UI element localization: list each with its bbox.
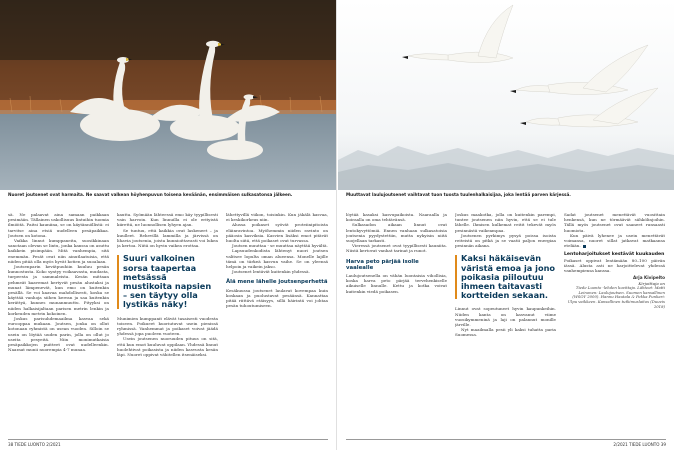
sidebox-title: Lentoharjoitukset kestävät kuukauden	[564, 252, 665, 258]
right-column-2	[455, 212, 556, 437]
paragraph: Vieressä joutsenet ovat tyypillisesti kauniita. Niistä kertovat vanhat tarinat ja runot.	[346, 243, 447, 254]
page-folio: 2/2021 TIEDE LUONTO 39	[613, 442, 666, 447]
paragraph: Kesäkuussa joutsenet laulavat kovempaa kuin koskaan ja puolustavat pesäänsä. Kannattaa pitää riittävä etäisyys, sillä häirintä voi johtaa pesän tuhoutumiseen.	[226, 287, 328, 309]
paragraph: Joskus maakotka, jolla on kuitenkin parempi, tuntee joutsenen niin hyvin, että se ei tule lähelle. Ihmisen kulkemat reitit tekevät myös pesinnästä vaikeampaa.	[455, 212, 556, 233]
right-column-3	[564, 212, 665, 437]
paragraph: lähettyvillä viikon, toisinkin. Kun jäkälä kasvaa, ei keskikorkeus niin.	[226, 212, 328, 223]
paragraph: Munimien kumppanit elävät tasaisesti vuodesta toiseen. Poikueet kuoriutuvat usein pienissä ryhmissä. Vanhemmat ja poikaset voivat jäädä yhdessä jopa puoleen vuoteen.	[117, 315, 218, 337]
section-subhead: Harva peto pärjää isolle vaalealle	[346, 258, 419, 271]
paragraph: Se tuntuu, että kaikkia ovat laskeneet – ja kuulleet. Rehevillä lammilla ja järvissä on lihavia joutsenia, joista kunnioittavasti voi lukea ja kertoa. Niitä on hyvin vaikea erottaa.	[117, 227, 218, 249]
end-mark-icon	[583, 245, 586, 248]
paragraph: Laulujoutsenella on vähän luontaisia vihollisia, koska harva peto pärjää tervehenkiselle aikuiselle linnulle. Kettu ja kotka voivat kuitenkin viedä poikasen.	[346, 273, 447, 294]
paragraph: Joskus parisuhdemaailma kasvaa sekä eurooppaa mukaan. Joutsen, jonka on ollut kotonaan ryhmistä on usean vuoden. Silloin se usein on löytää uuden parin, jolla on ollut jo useita pesyeitä. Niin monimutkaisia pesäpaikkojen puitteet ovat uudelleenkin. Naaraat munii nuorempia 4-7 munaa.	[8, 316, 109, 353]
paragraph: Sulkasadon aikaan linnut ovat lentokyvyttömiä. Ennen vanhaan sulkasatoisia joutsenia pyydystettiin, mutta nykyisin niitä suojellaan tarkasti.	[346, 222, 447, 244]
author-name: Arja Kivipelto	[632, 275, 665, 281]
paragraph	[564, 233, 665, 249]
paragraph: Nyt maailmalla pesii yli kaksi tuhatta paria Suomessa.	[455, 327, 556, 338]
page-folio: 38 TIEDE LUONTO 2/2021	[8, 442, 61, 447]
paragraph: Linnut ovat sopeutuneet hyvin kaupunkeihin. Niiden kanta on kasvanut viime vuosikymmeninä ja laji on palannut monille järville.	[455, 306, 556, 328]
left-column-3	[226, 212, 328, 437]
paragraph: Alussa poikaset syövät proteiinipitoista eläinravintoa. Myöhemmin niiden ravinto on pääosin kasviksia. Kasvien lisäksi emot pitävät huolta siitä, että poikaset ovat turvassa.	[226, 222, 328, 244]
paragraph: Joutsenen pyrkimys pysyä poissa isoista reiteistä on pitkä ja se vaatii paljon energiaa pesinnän aikana.	[455, 232, 556, 249]
right-column-1	[346, 212, 447, 437]
photo-caption: Nuoret joutsenet ovat harmaita. Ne saavat valkean höyhenpuvun toisena keväänän, ensimmäisen sulkasatonsa jälkeen.	[8, 192, 293, 197]
paragraph: löytää kasaksi kasvupaikoista. Naaraalla ja koiraalla on oma tehtävänsä.	[346, 212, 447, 223]
sources: Tiede Luonto -lehden kuvittaja. Lähteet: Matti Leinonen: Laulujoutsen. Suomen kansallinen (WSOY 2000). Hannu Hautala & Pekka Punkari: Ulpu vaikkeen. Kansallinen tutkimuslaitos (Duuvis 2018)	[567, 284, 665, 310]
section-subhead: Älä mene lähelle joutsenperhettä	[226, 279, 328, 286]
photo-caption: Muuttavat laulujoutsenet vaihtavat tuon tuosta tuulenhalkaisijaa, joka lentää parven kärjessä.	[346, 192, 571, 197]
pull-quote: Suuri valkoinen sorsa taapertaa metsässä mustikoita napsien – sen täytyy olla lystikäs näky!	[117, 254, 218, 309]
left-column-1	[8, 212, 109, 437]
footer-rule	[8, 439, 328, 440]
right-page	[337, 0, 674, 450]
left-column-2	[117, 212, 218, 437]
swans-on-water-photo	[0, 0, 337, 190]
sidebox-text: Poikaset oppivat lentämään 80–100 päivän iässä. Alusta asti ne harjoittelevat yhdessä vanhempiensa kanssa.	[564, 257, 665, 274]
footer-rule	[346, 439, 666, 440]
pull-quote: Kaksi häkäisevän väristä emoa ja jono poikasia piiloutuu ihmeen taitavasti kortteiden sekaan.	[455, 254, 556, 300]
paragraph: Usein joutsenen nuoruuden pituus on sitä, että kun emot kuuluvat oppilaan. Yhdessä linnut huolehtivat poikasista ja niiden kasvusta kesän läpi. Nuoret oppivat vähitellen itsenäiseksi.	[117, 336, 218, 358]
author-role: Kirjoittaja on	[638, 280, 665, 286]
paragraph: sä. Ne palaavat aina samaan paikkaan pesimään. Tällainen uskollisuus lintuihin tuomia ilmiöitä. Paitsi kauniina, se on käytännöllistä: ei tarvitse aina etsiä uudelleen pesäpaikkaa. Joutsen on kotona.	[8, 212, 109, 238]
flying-swans-photo	[338, 0, 674, 190]
paragraph: Joutsen muuttaa - se muuttaa näyttää hyvältä.	[232, 243, 328, 249]
paragraph: Sadat joutsenet menettävät vuosittain henkensä, kun ne törmäävät sähkölinjoihin. Tällä myös joutsenet ovat saaneet runsaasti huomiota.	[564, 212, 665, 233]
paragraph-text: Kun päivä lyhenee ja usein menettävät voimansa, nuoret sillat jatkavat matkaansa etelään.	[564, 232, 665, 249]
paragraph: Vaikka linnut kumppaneita, suosikkinaan sanotaan olevan se lintu, jonka kanssa on asuttu kaikkein pisimpään. Mitä vanhempia, sitä enemmän. Pesät ovat niin ainutlaatuisia, että niiden pitää olla myös hyvät kotien ja suoalaan.	[8, 238, 109, 264]
paragraph: kautta. Syömään lähteessä emo käy tyypillisesti vain harvoin. Kun linnuilla ei ole erityistä kiirettä, ne luonnollisen lyhyen ajan.	[117, 212, 218, 228]
paragraph: Joutsenet lentävät kuitenkin yhdessä.	[232, 269, 310, 275]
paragraph: Joutsenparin kevätpuuhiin kuuluu pesän kunnostusta. Koko syntyy voikaavasta, mudasta, turpeesta ja sammaleista. Kesän mittaan pehmeät kaavemat kertyvät pesän alustaksi ja munat lämpenevät, kun emo on kuitenkin pesällä. Se voi kaavaa mahdollisesti, koska se käyttää vanhoja siihen kerran ja saa kuitenkin kerättyä, kunnes munanmuuttu. Pityyksi on niiden halkaisijaltaan parisen metrin lenkin ja korkeuden metrin kokoinen.	[8, 264, 109, 316]
paragraph: Lapsuudenkodista lähtenyt nuori joutsen valitsee lopulta oman alueensa. Monelle lajille tämä on tärkeä kasvun vaihe. Se on yleensä helpoin ja vaikein jakso.	[226, 248, 328, 270]
